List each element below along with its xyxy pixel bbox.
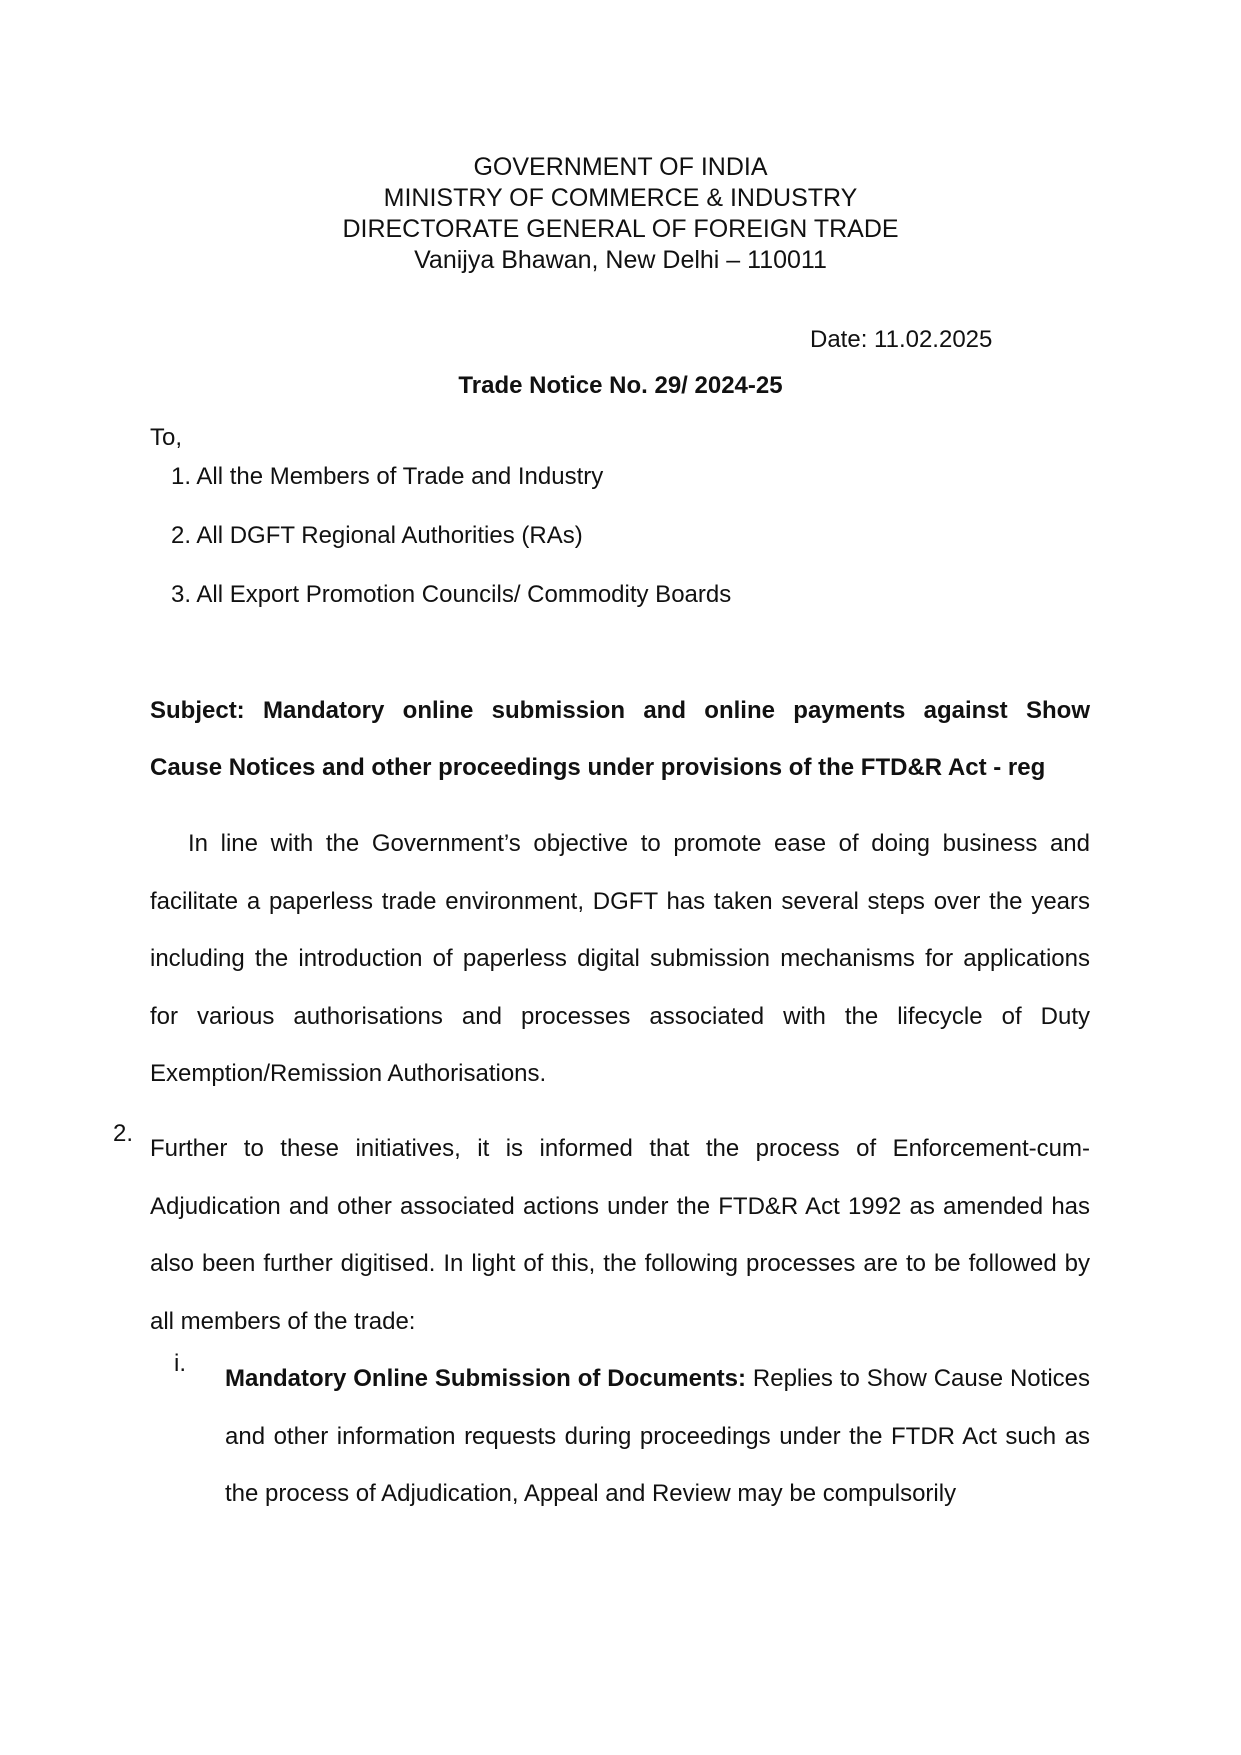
paragraph-2-line: followed by all members of the trade: xyxy=(150,1250,1090,1335)
subject-line-1: Subject: Mandatory online submission and online payments against Show xyxy=(150,697,1090,724)
paragraph-1 xyxy=(150,815,1090,1103)
subject-line-2: Cause Notices and other proceedings under provisions of the FTD&R Act - reg xyxy=(150,754,1046,781)
paragraph-1-line: facilitate a paperless trade environment, DGFT has taken several steps over the years xyxy=(150,887,1090,915)
paragraph-2 xyxy=(150,1120,1090,1350)
notice-date: Date: 11.02.2025 xyxy=(810,326,993,353)
subject-line xyxy=(150,682,1090,796)
subpoint-i-heading: Mandatory Online Submission of Documents: xyxy=(225,1365,746,1392)
paragraph-1-line: for various authorisations and processes associated with the lifecycle of Duty xyxy=(150,1002,1090,1030)
recipient-item: 1. All the Members of Trade and Industry xyxy=(171,463,604,490)
letterhead-ministry: MINISTRY OF COMMERCE & INDUSTRY xyxy=(383,184,858,212)
paragraph-2-line: has also been further digitised. In light of this, the following processes are to be xyxy=(150,1192,1091,1277)
paragraph-2-number: 2. xyxy=(113,1120,134,1147)
recipient-item: 2. All DGFT Regional Authorities (RAs) xyxy=(171,522,583,549)
subpoint-i-number: i. xyxy=(174,1350,186,1377)
recipient-list xyxy=(171,464,731,641)
recipient-item: 3. All Export Promotion Councils/ Commodity Boards xyxy=(171,581,732,608)
addressee-label: To, xyxy=(150,424,183,451)
letterhead-government: GOVERNMENT OF INDIA xyxy=(473,153,768,181)
subpoint-i-line: Notices and other information requests during proceedings under the FTDR Act xyxy=(225,1365,1090,1450)
letterhead xyxy=(0,152,1241,276)
paragraph-2-line: Further to these initiatives, it is informed that the process of Enforcement-cum- xyxy=(150,1135,1090,1162)
paragraph-1-line: Exemption/Remission Authorisations. xyxy=(150,1060,547,1087)
subpoint-i-first-line xyxy=(225,1365,1003,1392)
notice-number: Trade Notice No. 29/ 2024-25 xyxy=(458,372,783,399)
paragraph-2-line: Adjudication and other associated actions under the FTD&R Act 1992 as amended xyxy=(150,1192,1044,1220)
subpoint-i-first-line-text: Replies to Show Cause xyxy=(752,1365,1004,1392)
paragraph-1-line: including the introduction of paperless digital submission mechanisms for applications xyxy=(150,945,1090,972)
letterhead-directorate: DIRECTORATE GENERAL OF FOREIGN TRADE xyxy=(342,215,899,243)
letterhead-address: Vanijya Bhawan, New Delhi – 110011 xyxy=(414,246,827,274)
subpoint-i xyxy=(225,1350,1090,1523)
subpoint-i-line: such as the process of Adjudication, Appeal and Review may be compulsorily xyxy=(225,1422,1090,1507)
paragraph-1-line: In line with the Government’s objective to promote ease of doing business and xyxy=(188,830,1090,857)
